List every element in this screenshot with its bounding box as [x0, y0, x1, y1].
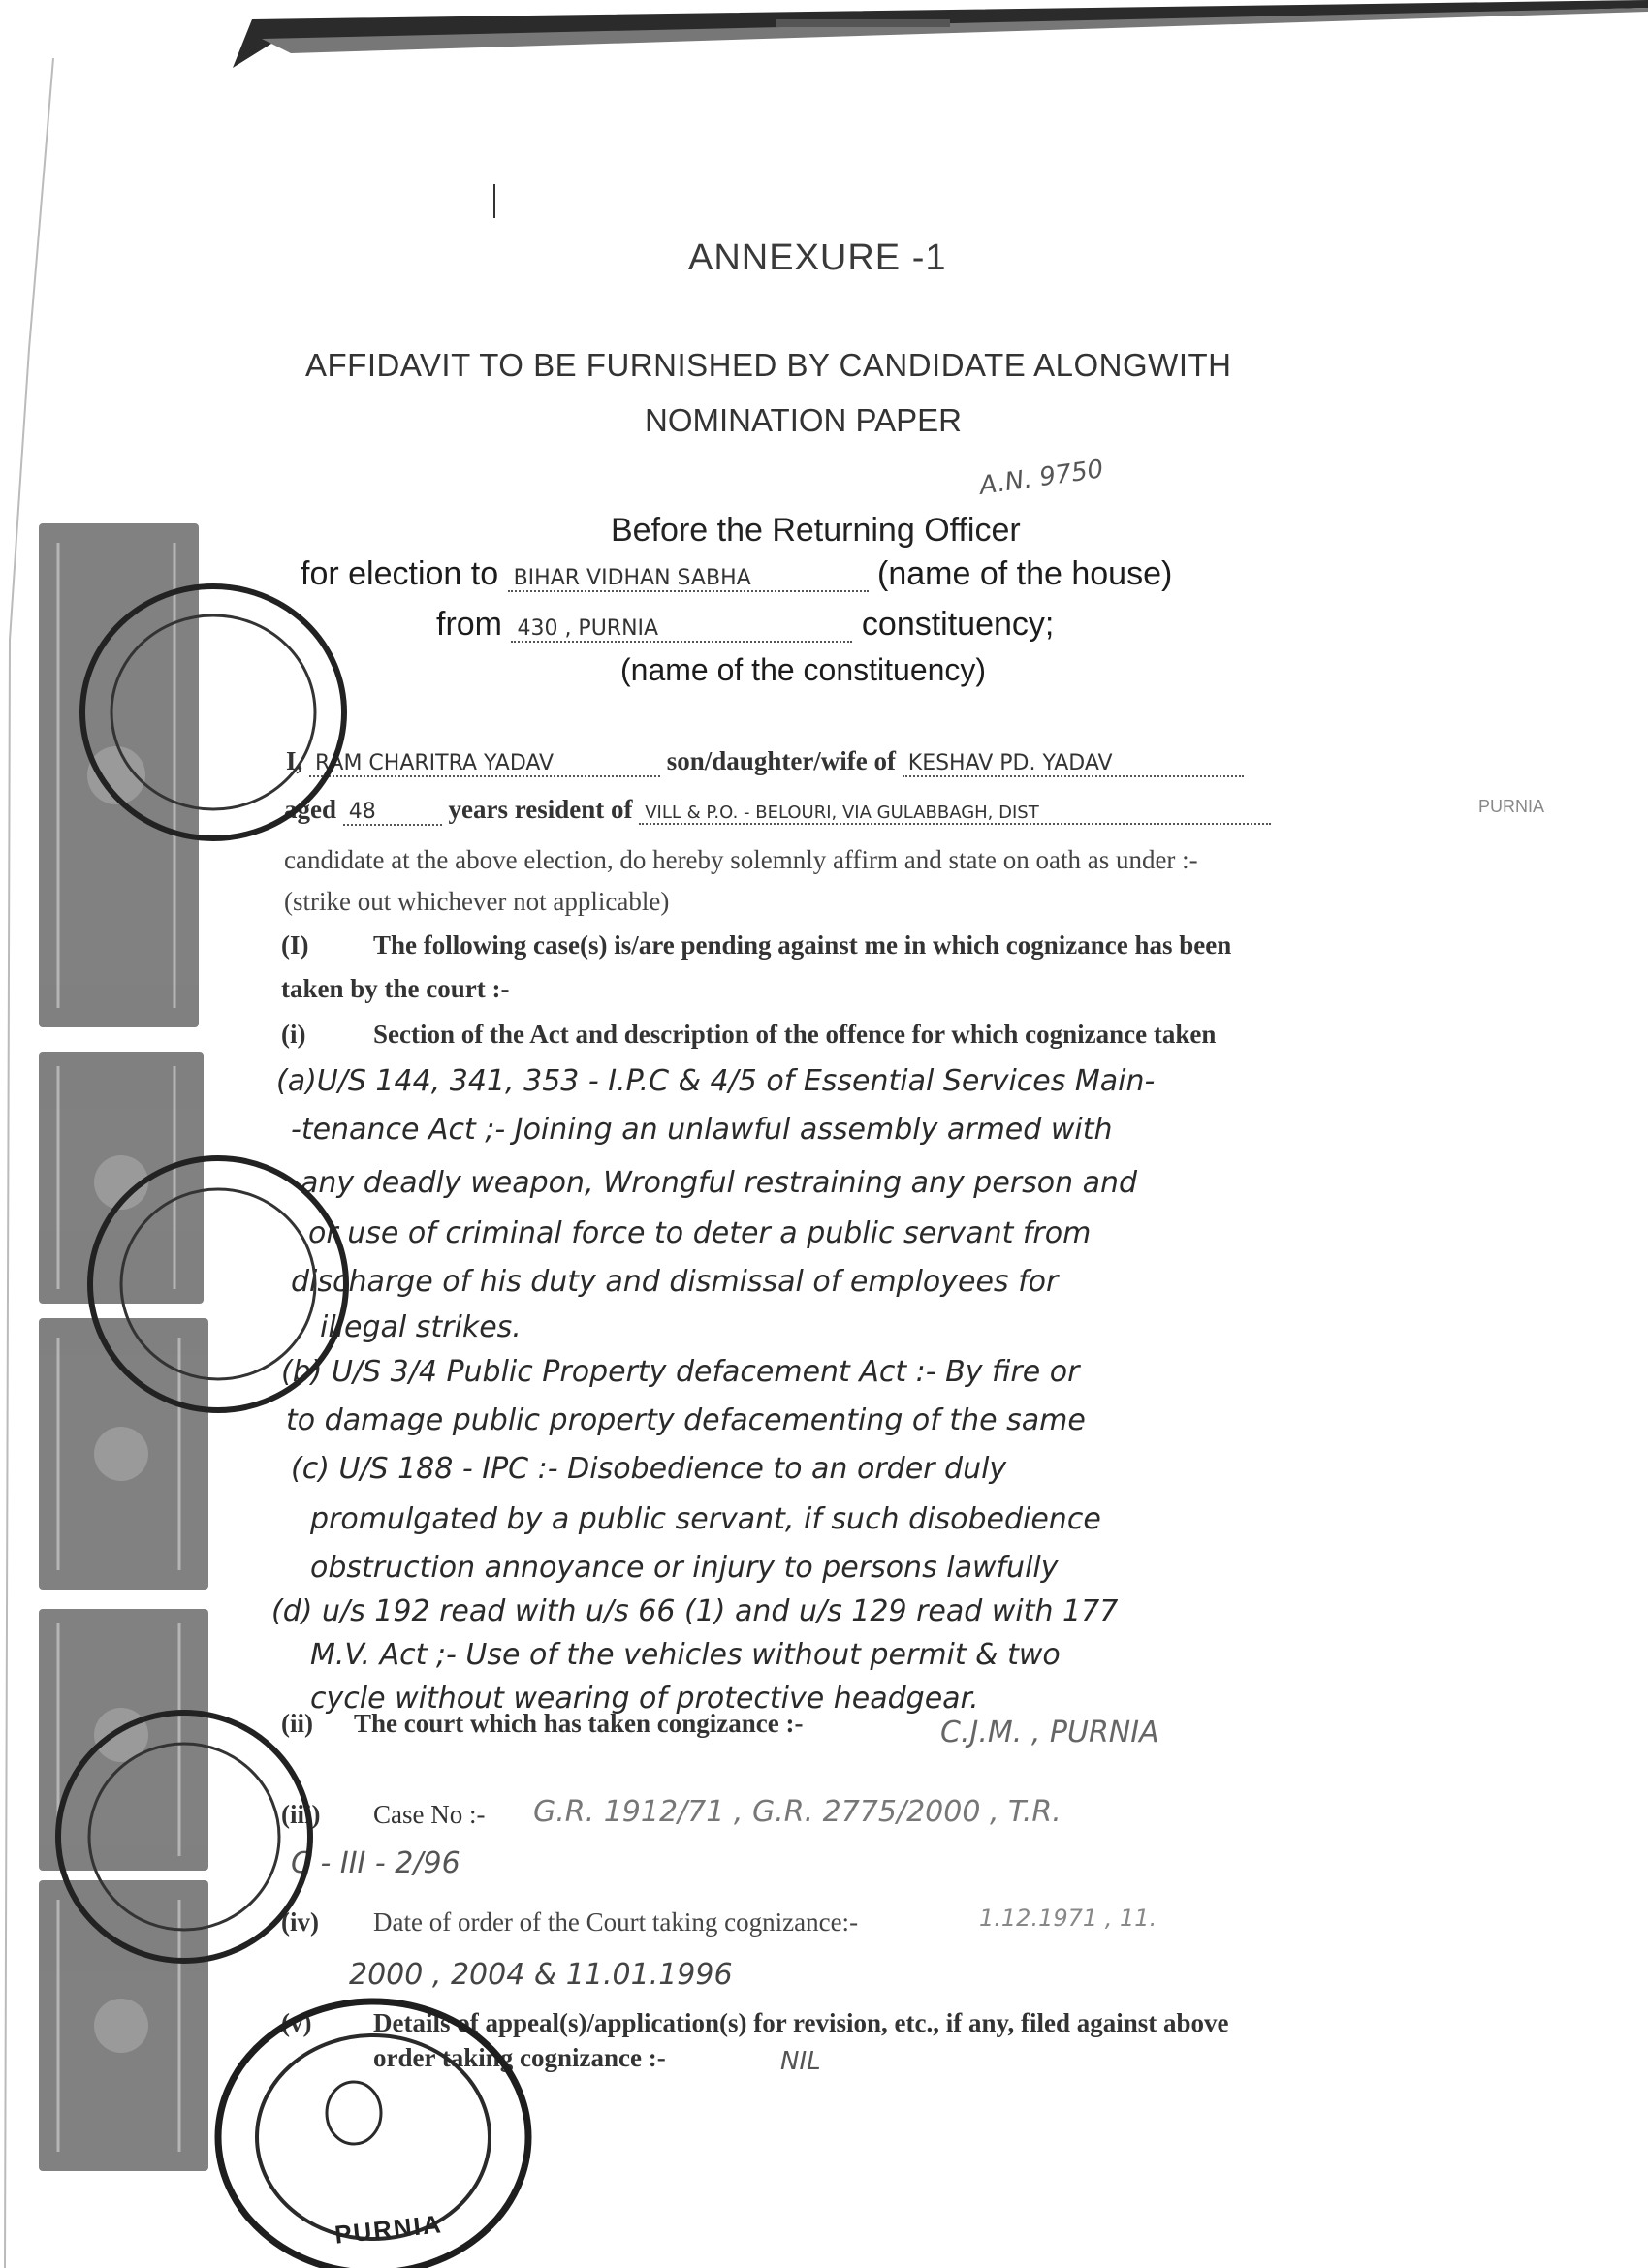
from-line — [436, 606, 1054, 644]
margin-note: PURNIA — [1478, 797, 1545, 816]
resident-label: years resident of — [448, 795, 633, 824]
handwritten-line: any deadly weapon, Wrongful restraining any person and — [301, 1166, 1138, 1200]
election-house-value: BIHAR VIDHAN SABHA — [508, 566, 869, 592]
handwritten-line: to damage public property defacementing of the same — [286, 1403, 1086, 1437]
court-seal — [78, 1144, 359, 1425]
declaration-line-2 — [284, 795, 1271, 826]
item-I-number: (I) — [281, 930, 309, 960]
item-iv-label: Date of order of the Court taking cognizance:- — [373, 1907, 859, 1937]
appeal-value: NIL — [780, 2047, 821, 2076]
case-number-value: G.R. 1912/71 , G.R. 2775/2000 , T.R. — [533, 1795, 1062, 1829]
item-iii-number: (iii) — [281, 1800, 321, 1829]
cognizance-date-value: 1.12.1971 , 11. — [979, 1905, 1157, 1932]
affidavit-heading: AFFIDAVIT TO BE FURNISHED BY CANDIDATE ALONGWITH — [305, 347, 1232, 383]
handwritten-line: (c) U/S 188 - IPC :- Disobedience to an order duly — [291, 1452, 1007, 1486]
candidate-name: RAM CHARITRA YADAV — [309, 751, 660, 777]
relation-label: son/daughter/wife of — [666, 746, 897, 775]
handwritten-line: (b) U/S 3/4 Public Property defacement Act :- By fire or — [281, 1355, 1080, 1389]
candidate-address: VILL & P.O. - BELOURI, VIA GULABBAGH, DIST — [639, 803, 1271, 825]
handwritten-line: obstruction annoyance or injury to persons lawfully — [310, 1551, 1059, 1585]
item-I-text: The following case(s) is/are pending against me in which cognizance has been — [373, 930, 1232, 960]
item-v-label-2: order taking cognizance :- — [373, 2043, 666, 2072]
item-iii-label: Case No :- — [373, 1800, 486, 1829]
item-v-label: Details of appeal(s)/application(s) for revision, etc., if any, filed against above — [373, 2008, 1229, 2037]
constituency-value: 430 , PURNIA — [511, 616, 852, 643]
declaration-line-4: (strike out whichever not applicable) — [284, 887, 670, 916]
case-number-value-2: C - III - 2/96 — [291, 1846, 460, 1880]
handwritten-line: (d) u/s 192 read with u/s 66 (1) and u/s 129 read with 177 — [271, 1594, 1119, 1628]
election-prefix: for election to — [301, 555, 499, 592]
returning-officer-title: Before the Returning Officer — [611, 512, 1021, 549]
item-ii-number: (ii) — [281, 1709, 313, 1738]
cognizance-date-value-2: 2000 , 2004 & 11.01.1996 — [349, 1958, 733, 1992]
constituency-note: (name of the constituency) — [620, 652, 987, 687]
item-v-number: (v) — [281, 2008, 312, 2037]
court-seal — [39, 1696, 330, 1977]
item-ii-label: The court which has taken congizance :- — [354, 1709, 804, 1738]
item-iv-number: (iv) — [281, 1907, 319, 1937]
handwritten-line: or use of criminal force to deter a public servant from — [308, 1216, 1092, 1250]
seal-text: PURNIA — [333, 2209, 444, 2250]
aged-label: aged — [284, 795, 336, 824]
declaration-line-3: candidate at the above election, do hereby solemnly affirm and state on oath as under :- — [284, 845, 1198, 874]
handwritten-line: illegal strikes. — [320, 1310, 522, 1344]
annexure-title: ANNEXURE -1 — [688, 237, 947, 278]
handwritten-line: M.V. Act ;- Use of the vehicles without permit & two — [310, 1638, 1061, 1672]
ro-serial-number: A.N. 9750 — [977, 455, 1106, 501]
handwritten-line: cycle without wearing of protective headgear. — [310, 1682, 979, 1716]
handwritten-line: (a)U/S 144, 341, 353 - I.P.C & 4/5 of Essential Services Main- — [276, 1064, 1156, 1098]
scan-marks — [485, 184, 504, 223]
court-value: C.J.M. , PURNIA — [940, 1716, 1159, 1749]
i-prefix: I, — [286, 746, 303, 775]
election-suffix: (name of the house) — [877, 555, 1173, 592]
item-I-text-2: taken by the court :- — [281, 974, 510, 1003]
court-seal — [68, 572, 359, 853]
handwritten-line: promulgated by a public servant, if such disobedience — [310, 1502, 1101, 1536]
father-name: KESHAV PD. YADAV — [903, 751, 1244, 777]
handwritten-line: -tenance Act ;- Joining an unlawful assembly armed with — [291, 1113, 1113, 1147]
election-line — [301, 555, 1172, 593]
constituency-suffix: constituency; — [861, 606, 1055, 643]
candidate-age: 48 — [343, 800, 442, 826]
declaration-line-1 — [286, 746, 1244, 777]
top-fold-shadow — [233, 0, 1648, 87]
affidavit-subheading: NOMINATION PAPER — [645, 402, 962, 438]
from-prefix: from — [436, 606, 502, 643]
item-i-number: (i) — [281, 1020, 306, 1049]
item-i-text: Section of the Act and description of the offence for which cognizance taken — [373, 1020, 1217, 1049]
handwritten-line: discharge of his duty and dismissal of employees for — [291, 1265, 1059, 1299]
